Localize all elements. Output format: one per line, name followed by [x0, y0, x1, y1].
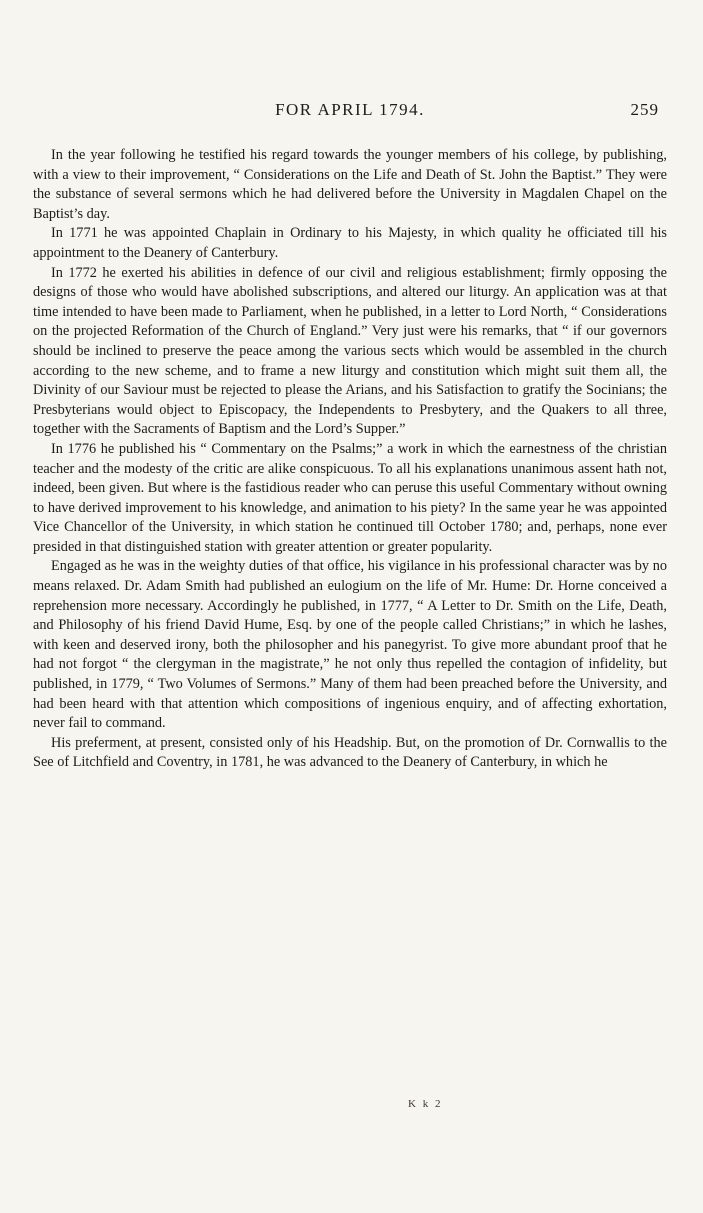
running-head	[33, 100, 667, 126]
paragraph-6: His preferment, at present, consisted only of his Headship. But, on the promotion of Dr. Cornwallis to the See of Litchfield and Coventry, in 1781, he was advanced to the Deanery of Canterbury, in which he	[33, 734, 667, 771]
paragraph-4: In 1776 he published his “ Commentary on the Psalms;” a work in which the earnestness of the christian teacher and the modesty of the critic are alike conspicuous. To all his explanations unanimous assent hath not, indeed, been given. But where is the fastidious reader who can peruse this useful Commentary without owning to have derived improvement to his knowledge, and animation to his piety? In the same year he was appointed Vice Chancellor of the University, in which station he continued till October 1780; and, perhaps, none ever presided in that distinguished station with greater attention or greater popularity.	[33, 440, 667, 555]
signature-mark: K k 2	[408, 1098, 443, 1110]
book-page	[33, 100, 667, 773]
paragraph-3: In 1772 he exerted his abilities in defence of our civil and religious establishment; firmly opposing the designs of those who would have abolished subscriptions, and altered our liturgy. An application was at that time intended to have been made to Parliament, when he published, in a letter to Lord North, “ Considerations on the projected Reformation of the Church of England.” Very just were his remarks, that “ if our governors should be inclined to preserve the peace among the various sects which would be assembled in the church according to the new scheme, and to frame a new liturgy and constitution which might suit them all, the Divinity of our Saviour must be rejected to please the Arians, and his Satisfaction to gratify the Socinians; the Presbyterians would object to Episcopacy, the Independents to Presbytery, and the Quakers to all three, together with the Sacraments of Baptism and the Lord’s Supper.”	[33, 264, 667, 438]
paragraph-2: In 1771 he was appointed Chaplain in Ordinary to his Majesty, in which quality he officiated till his appointment to the Deanery of Canterbury.	[33, 225, 667, 261]
paragraph-5: Engaged as he was in the weighty duties of that office, his vigilance in his professional character was by no means relaxed. Dr. Adam Smith had published an eulogium on the life of Mr. Hume: Dr. Horne conceived a reprehension more necessary. Accordingly he published, in 1777, “ A Letter to Dr. Smith on the Life, Death, and Philosophy of his friend David Hume, Esq. by one of the people called Christians;” in which he lashes, with keen and deserved irony, both the philosopher and his panegyrist. To give more abundant proof that he had not forgot “ the clergyman in the magistrate,” he not only thus repelled the contagion of infidelity, but published, in 1779, “ Two Volumes of Sermons.” Many of them had been preached before the University, and had been heard with that attention which compositions of ingenious enquiry, and of affecting exhortation, never fail to command.	[33, 558, 667, 732]
running-title: FOR APRIL 1794.	[275, 100, 425, 119]
page-number: 259	[630, 100, 659, 119]
body-text	[33, 146, 667, 773]
paragraph-1: In the year following he testified his regard towards the younger members of his college, by publishing, with a view to their improvement, “ Considerations on the Life and Death of St. John the Baptist.” They were the substance of several sermons which he had delivered before the University in Magdalen Chapel on the Baptist’s day.	[33, 147, 667, 222]
